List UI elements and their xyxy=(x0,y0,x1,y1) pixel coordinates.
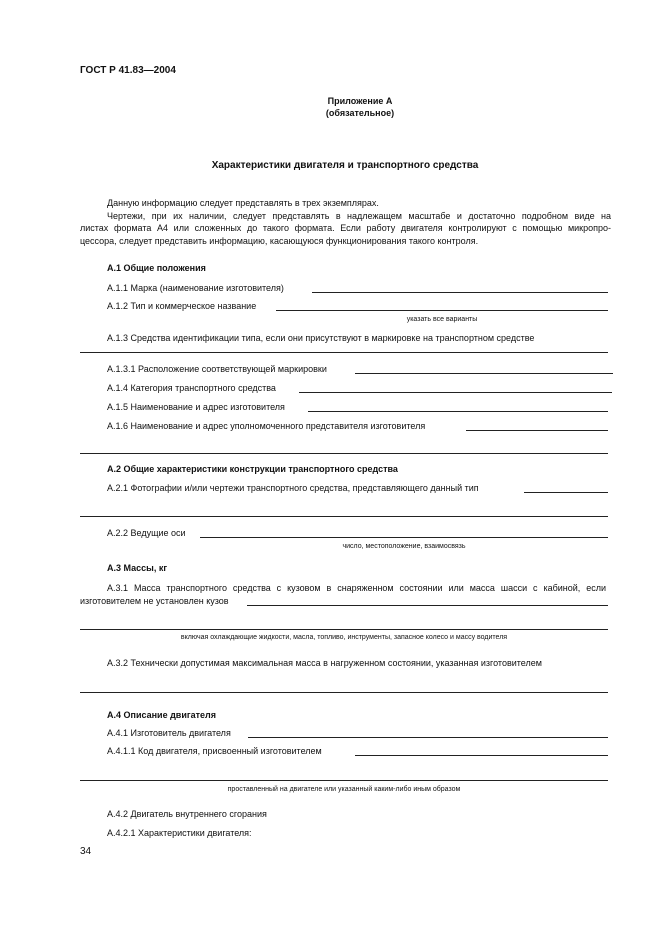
appendix-subtitle: (обязательное) xyxy=(325,108,395,118)
item-a3-1-fill-line-2[interactable] xyxy=(80,629,608,630)
item-a4-1-1-fill-line[interactable] xyxy=(355,755,608,756)
item-a1-5-label: А.1.5 Наименование и адрес изготовителя xyxy=(107,402,285,412)
intro-paragraph-2-line-2: листах формата А4 или сложенных до такого формата. Если работу двигателя контролируют с помощью микропро- xyxy=(80,223,611,233)
item-a2-2-note: число, местоположение, взаимосвязь xyxy=(342,543,466,550)
item-a4-1-1-label: А.4.1.1 Код двигателя, присвоенный изготовителем xyxy=(107,746,322,756)
item-a3-1-label-line-1: А.3.1 Масса транспортного средства с кузовом в снаряженном состоянии или масса шасси с кабиной, если xyxy=(107,583,606,593)
item-a4-1-label: А.4.1 Изготовитель двигателя xyxy=(107,728,231,738)
item-a1-2-label: А.1.2 Тип и коммерческое название xyxy=(107,301,257,311)
item-a1-6-fill-line-2[interactable] xyxy=(80,453,608,454)
item-a1-4-label: А.1.4 Категория транспортного средства xyxy=(107,383,276,393)
intro-paragraph-2-line-1: Чертежи, при их наличии, следует представлять в надлежащем масштабе и достаточно подробном виде на xyxy=(107,211,611,221)
item-a3-2-fill-line[interactable] xyxy=(80,692,608,693)
intro-paragraph-2-line-3: цессора, следует представить информацию, касающуюся функционирования такого контроля. xyxy=(80,236,479,246)
section-a3-title: А.3 Массы, кг xyxy=(107,563,168,573)
item-a1-5-fill-line[interactable] xyxy=(308,411,608,412)
appendix-title: Приложение А xyxy=(327,96,393,106)
item-a1-2-note: указать все варианты xyxy=(406,316,478,323)
item-a2-1-fill-line[interactable] xyxy=(524,492,608,493)
item-a3-1-fill-line[interactable] xyxy=(247,605,608,606)
section-a2-title: А.2 Общие характеристики конструкции транспортного средства xyxy=(107,464,398,474)
doc-code: ГОСТ Р 41.83—2004 xyxy=(80,65,176,76)
item-a1-1-label: А.1.1 Марка (наименование изготовителя) xyxy=(107,283,284,293)
item-a4-1-1-note: проставленный на двигателе или указанный каким-либо иным образом xyxy=(227,786,461,793)
item-a1-3-fill-line[interactable] xyxy=(80,352,608,353)
item-a3-1-label-line-2: изготовителем не установлен кузов xyxy=(80,596,229,606)
item-a1-3-label: А.1.3 Средства идентификации типа, если они присутствуют в маркировке на транспортном средстве xyxy=(107,333,535,343)
item-a2-1-label: А.2.1 Фотографии и/или чертежи транспортного средства, представляющего данный тип xyxy=(107,483,479,493)
item-a1-1-fill-line[interactable] xyxy=(312,292,608,293)
item-a1-6-label: А.1.6 Наименование и адрес уполномоченного представителя изготовителя xyxy=(107,421,426,431)
item-a3-1-note: включая охлаждающие жидкости, масла, топливо, инструменты, запасное колесо и массу водителя xyxy=(180,634,508,641)
item-a2-1-fill-line-2[interactable] xyxy=(80,516,608,517)
item-a4-1-fill-line[interactable] xyxy=(248,737,608,738)
item-a4-2-1-label: А.4.2.1 Характеристики двигателя: xyxy=(107,828,252,838)
page-number: 34 xyxy=(80,846,92,857)
section-a1-title: А.1 Общие положения xyxy=(107,263,206,273)
item-a1-3-1-fill-line[interactable] xyxy=(355,373,613,374)
item-a1-4-fill-line[interactable] xyxy=(299,392,612,393)
item-a2-2-fill-line[interactable] xyxy=(200,537,608,538)
item-a1-6-fill-line[interactable] xyxy=(466,430,608,431)
item-a1-3-1-label: А.1.3.1 Расположение соответствующей маркировки xyxy=(107,364,327,374)
item-a3-2-label: А.3.2 Технически допустимая максимальная масса в нагруженном состоянии, указанная изготовителем xyxy=(107,658,542,668)
item-a4-1-1-fill-line-2[interactable] xyxy=(80,780,608,781)
item-a4-2-label: А.4.2 Двигатель внутреннего сгорания xyxy=(107,809,267,819)
document-title: Характеристики двигателя и транспортного средства xyxy=(211,160,479,171)
item-a1-2-fill-line[interactable] xyxy=(276,310,608,311)
item-a2-2-label: А.2.2 Ведущие оси xyxy=(107,528,186,538)
section-a4-title: А.4 Описание двигателя xyxy=(107,710,216,720)
intro-paragraph-1: Данную информацию следует представлять в трех экземплярах. xyxy=(107,198,379,208)
